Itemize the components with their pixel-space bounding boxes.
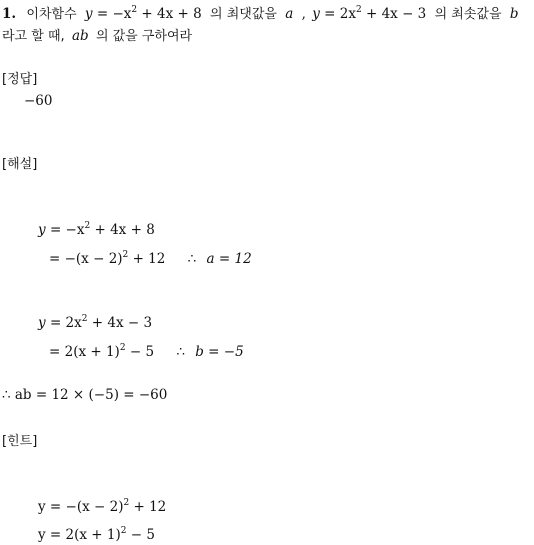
solution-conclusion: ∴ ab = 12 × (−5) = −60 <box>2 387 168 403</box>
problem-number: 1. <box>2 6 17 22</box>
hint-line-1: $y = -(x - 2)^2 + 12$ <box>38 498 167 515</box>
problem-line2-post: 의 값을 구하여라 <box>95 29 193 44</box>
solution-eq1-line1: $y = -x^2 + 4x + 8$ <box>38 221 155 238</box>
hint-header: [힌트] <box>2 434 38 449</box>
problem-line2-pre: 라고 할 때, <box>2 29 65 44</box>
problem-intro: 이차함수 <box>26 7 77 22</box>
solution-eq2-line1: $y = 2x^2 + 4x - 3$ <box>38 314 153 331</box>
hint-line-2: $y = 2(x + 1)^2 - 5$ <box>38 526 155 543</box>
therefore-symbol: ∴ <box>176 344 185 360</box>
function-2: $y = 2x^2 + 4x - 3$ <box>312 5 427 22</box>
solution-header: [해설] <box>2 157 38 172</box>
solution-eq2-line2: = $2(x + 1)^2 - 5$ ∴ b = −5 <box>49 343 244 360</box>
problem-min-text: 의 최솟값을 <box>434 7 502 22</box>
solution-eq1-line2: = $-(x - 2)^2 + 12$ ∴ a = 12 <box>49 250 252 267</box>
answer-header: [정답] <box>2 72 38 87</box>
comma: , <box>301 6 306 22</box>
problem-max-text: 의 최댓값을 <box>210 7 277 22</box>
therefore-symbol: ∴ <box>187 251 197 267</box>
result-b: b = −5 <box>195 344 244 360</box>
var-a: a <box>285 6 294 22</box>
problem-line-1 <box>2 3 518 22</box>
var-b: b <box>509 6 519 22</box>
function-1: $y = -x^2 + 4x + 8$ <box>84 5 202 22</box>
result-a: a = 12 <box>206 251 252 267</box>
problem-line-2 <box>2 25 192 44</box>
var-ab: ab <box>71 28 89 44</box>
answer-value: −60 <box>24 93 53 109</box>
